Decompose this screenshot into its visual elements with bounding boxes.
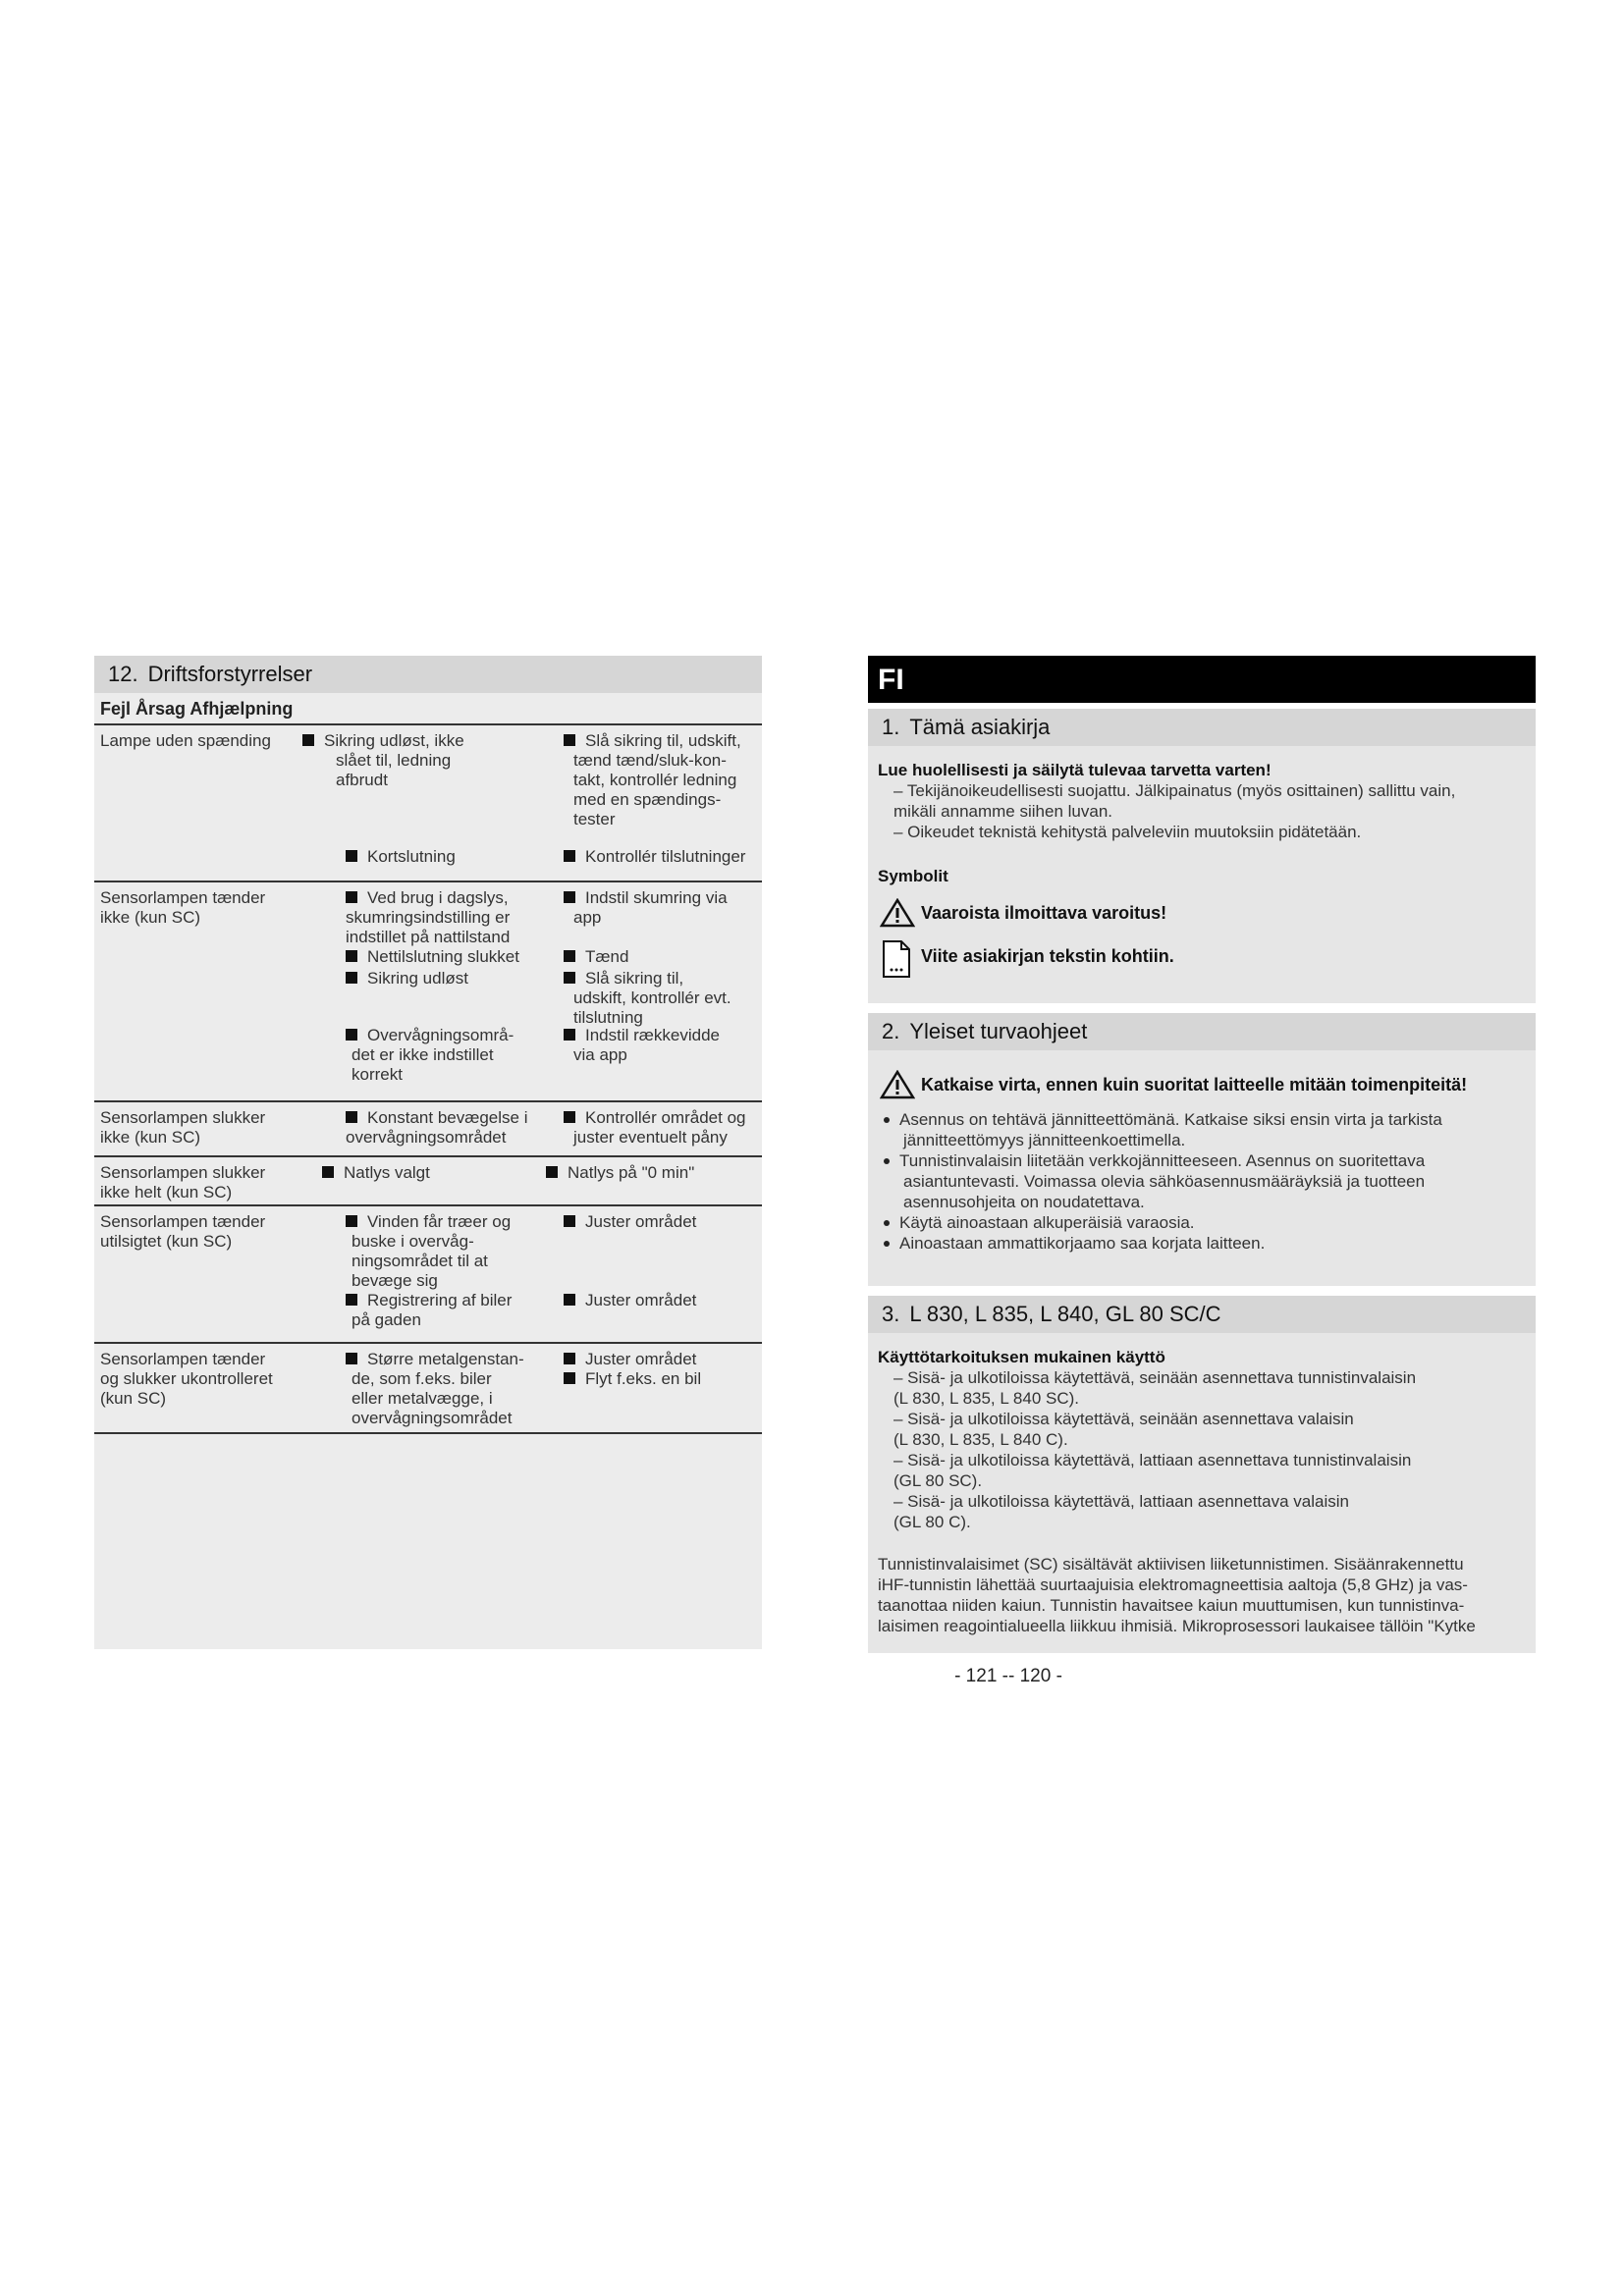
cause-line (346, 969, 468, 988)
bullet-square-icon (346, 1111, 357, 1123)
warning-triangle-icon (880, 898, 915, 928)
fault-text: Sensorlampen tænder (100, 888, 266, 907)
paragraph-line: Tunnistinvalaisimet (SC) sisältävät aktiivisen liiketunnistimen. Sisäänrakennettu (878, 1555, 1464, 1574)
remedy-line (573, 1008, 643, 1028)
remedy-line (573, 1128, 728, 1148)
bullet-square-icon (564, 1372, 575, 1384)
cause-text: slået til, ledning (336, 751, 452, 770)
cause-text: Sikring udløst, ikke (324, 731, 464, 750)
list-item (878, 1212, 1526, 1233)
section-heading (868, 709, 1536, 746)
bullet-square-icon (346, 891, 357, 903)
remedy-text: tester (573, 810, 616, 828)
warning-triangle-icon (880, 1070, 915, 1099)
cause-line (352, 1065, 403, 1085)
remedy-line (573, 751, 727, 771)
fault-text: ikke (kun SC) (100, 908, 201, 927)
dash-item-cont: mikäli annamme siihen luvan. (893, 802, 1112, 821)
remedy-text: Natlys på "0 min" (568, 1163, 695, 1182)
remedy-line (573, 1045, 627, 1065)
dash-item: – Sisä- ja ulkotiloissa käytettävä, lattiaan asennettava valaisin (893, 1492, 1349, 1511)
cause-text: overvågningsområdet (346, 1128, 507, 1147)
lead-text: Käyttötarkoituksen mukainen käyttö (878, 1348, 1165, 1366)
cause-text: det er ikke indstillet (352, 1045, 494, 1064)
fault-text: utilsigtet (kun SC) (100, 1232, 233, 1251)
cause-text: afbrudt (336, 771, 388, 789)
dash-item: – Sisä- ja ulkotiloissa käytettävä, seinään asennettava valaisin (893, 1410, 1354, 1428)
list-item-text: Ainoastaan ammattikorjaamo saa korjata laitteen. (899, 1234, 1266, 1253)
remedy-text: Flyt f.eks. en bil (585, 1369, 702, 1388)
remedy-text: Tænd (585, 947, 629, 966)
lead-text: Lue huolellisesti ja säilytä tulevaa tarvetta varten! (878, 761, 1272, 779)
remedy-line (573, 988, 731, 1008)
bullet-square-icon (564, 972, 575, 984)
fault-text: og slukker ukontrolleret (100, 1369, 273, 1388)
remedy-line (564, 947, 628, 967)
dash-item-cont: (L 830, L 835, L 840 C). (893, 1430, 1068, 1449)
list-item (878, 1109, 1526, 1150)
remedy-line (564, 969, 683, 988)
remedy-line (564, 1212, 696, 1232)
remedy-line (564, 847, 745, 867)
bullet-square-icon (346, 1215, 357, 1227)
section-number: 1. (882, 715, 900, 739)
cause-text: overvågningsområdet (352, 1409, 513, 1427)
dash-item-cont: (GL 80 C). (893, 1513, 971, 1531)
fault-cell (100, 731, 306, 751)
section-number: 2. (882, 1019, 900, 1043)
section-title: Tämä asiakirja (909, 715, 1051, 739)
bullet-square-icon (346, 1029, 357, 1041)
bullet-square-icon (322, 1166, 334, 1178)
remedy-text: via app (573, 1045, 627, 1064)
remedy-text: juster eventuelt påny (573, 1128, 728, 1147)
section-safety (868, 1013, 1536, 1286)
cause-text: Kortslutning (367, 847, 456, 866)
cause-line (346, 947, 519, 967)
cause-line (346, 1128, 506, 1148)
cause-text: Større metalgenstan- (367, 1350, 524, 1368)
safety-warning-row (878, 1068, 1526, 1101)
bullet-square-icon (564, 1294, 575, 1306)
table-header: Fejl Årsag Afhjælpning (94, 693, 762, 725)
remedy-line (564, 1350, 696, 1369)
bullet-square-icon (564, 950, 575, 962)
cause-line (346, 1291, 512, 1310)
fault-text: ikke (kun SC) (100, 1128, 201, 1147)
fault-text: ikke helt (kun SC) (100, 1183, 233, 1201)
cause-line (346, 1350, 524, 1369)
bullet-square-icon (564, 1029, 575, 1041)
left-page (94, 656, 762, 1649)
section-title: L 830, L 835, L 840, GL 80 SC/C (909, 1302, 1221, 1326)
cause-text: Natlys valgt (344, 1163, 430, 1182)
list-item-text: Asennus on tehtävä jännitteettömänä. Katkaise siksi ensin virta ja tarkista (899, 1110, 1442, 1129)
bullet-square-icon (346, 850, 357, 862)
remedy-text: Kontrollér området og (585, 1108, 746, 1127)
section-title: Yleiset turvaohjeet (909, 1019, 1088, 1043)
table-row (94, 725, 762, 882)
fault-cell (100, 1350, 306, 1409)
list-item-text: asiantuntevasti. Voimassa olevia sähköasennusmääräyksiä ja tuotteen (903, 1172, 1426, 1191)
bullet-square-icon (564, 891, 575, 903)
remedy-text: Indstil rækkevidde (585, 1026, 721, 1044)
remedy-text: udskift, kontrollér evt. (573, 988, 731, 1007)
remedy-line (564, 1291, 696, 1310)
symbols-label: Symbolit (878, 867, 948, 885)
remedy-line (573, 810, 616, 829)
dash-item: – Oikeudet teknistä kehitystä palveleviin muutoksiin pidätetään. (893, 823, 1362, 841)
cause-line (352, 1310, 421, 1330)
cause-text: Vinden får træer og (367, 1212, 512, 1231)
bullet-square-icon (564, 734, 575, 746)
cause-text: ningsområdet til at (352, 1252, 488, 1270)
cause-text: Overvågningsområ- (367, 1026, 514, 1044)
dash-item-cont: (L 830, L 835, L 840 SC). (893, 1389, 1080, 1408)
remedy-line (564, 1108, 745, 1128)
bullet-square-icon (564, 1353, 575, 1364)
remedy-text: med en spændings- (573, 790, 722, 809)
bullet-square-icon (546, 1166, 558, 1178)
remedy-text: Kontrollér tilslutninger (585, 847, 746, 866)
cause-text: Registrering af biler (367, 1291, 513, 1309)
cause-line (352, 1045, 494, 1065)
section-intended-use (868, 1296, 1536, 1653)
fault-cell (100, 1108, 306, 1148)
section-heading (868, 1013, 1536, 1050)
remedy-line (564, 731, 741, 751)
dash-item-cont: (GL 80 SC). (893, 1471, 983, 1490)
symbol-reference-row (878, 939, 1526, 973)
remedy-text: takt, kontrollér ledning (573, 771, 737, 789)
fault-text: Sensorlampen slukker (100, 1163, 266, 1182)
cause-text: korrekt (352, 1065, 403, 1084)
remedy-text: Slå sikring til, (585, 969, 684, 988)
paragraph-line: taanottaa niiden kaiun. Tunnistin havaitsee kaiun muuttumisen, kun tunnistinva- (878, 1596, 1465, 1615)
cause-text: skumringsindstilling er (346, 908, 511, 927)
cause-line (352, 1252, 488, 1271)
symbol-warning-text: Vaaroista ilmoittava varoitus! (921, 903, 1167, 923)
cause-line (346, 928, 510, 947)
table-row (94, 1206, 762, 1344)
fault-text: Sensorlampen tænder (100, 1212, 266, 1231)
paragraph-line: laisimen reagointialueella liikkuu ihmisiä. Mikroprosessori laukaisee tällöin "Kytke (878, 1617, 1476, 1635)
fault-text: (kun SC) (100, 1389, 167, 1408)
page-numbers: - 121 -- 120 - (954, 1666, 1062, 1686)
list-item (878, 1150, 1526, 1212)
fault-text: Sensorlampen tænder (100, 1350, 266, 1368)
cause-text: eller metalvægge, i (352, 1389, 493, 1408)
list-item-text: Käytä ainoastaan alkuperäisiä varaosia. (899, 1213, 1195, 1232)
remedy-line (573, 908, 601, 928)
cause-line (302, 731, 464, 751)
cause-line (352, 1369, 492, 1389)
remedy-text: app (573, 908, 602, 927)
fault-text: Sensorlampen slukker (100, 1108, 266, 1127)
table-row (94, 1102, 762, 1157)
bullet-square-icon (302, 734, 314, 746)
cause-text: indstillet på nattilstand (346, 928, 511, 946)
dash-item: – Sisä- ja ulkotiloissa käytettävä, seinään asennettava tunnistinvalaisin (893, 1368, 1417, 1387)
cause-text: Nettilslutning slukket (367, 947, 519, 966)
cause-text: Konstant bevægelse i (367, 1108, 528, 1127)
symbol-warning-row (878, 896, 1526, 930)
bullet-square-icon (564, 1215, 575, 1227)
cause-line (352, 1232, 474, 1252)
table-row (94, 1157, 762, 1206)
safety-warning-text: Katkaise virta, ennen kuin suoritat laitteelle mitään toimenpiteitä! (921, 1075, 1468, 1095)
fault-cell (100, 1212, 306, 1252)
remedy-line (573, 790, 721, 810)
section-title: Driftsforstyrrelser (147, 662, 313, 686)
list-item-text: jännitteettömyys jännitteenkoettimella. (903, 1131, 1186, 1149)
remedy-text: Juster området (585, 1212, 697, 1231)
section-number: 3. (882, 1302, 900, 1326)
section-heading (868, 1296, 1536, 1333)
table-row (94, 1344, 762, 1434)
cause-line (322, 1163, 430, 1183)
cause-text: buske i overvåg- (352, 1232, 474, 1251)
cause-line (352, 1389, 493, 1409)
remedy-line (564, 1369, 701, 1389)
section-number: 12. (108, 662, 138, 686)
cause-text: på gaden (352, 1310, 421, 1329)
remedy-text: Indstil skumring via (585, 888, 728, 907)
remedy-text: tilslutning (573, 1008, 643, 1027)
remedy-line (573, 771, 736, 790)
list-item-text: Tunnistinvalaisin liitetään verkkojännitteeseen. Asennus on suoritettava (899, 1151, 1426, 1170)
remedy-line (564, 888, 728, 908)
language-bar: FI (868, 656, 1536, 703)
symbol-reference-text: Viite asiakirjan tekstin kohtiin. (921, 946, 1174, 966)
remedy-text: Slå sikring til, udskift, (585, 731, 741, 750)
table-row (94, 882, 762, 1102)
bullet-square-icon (346, 1353, 357, 1364)
cause-line (346, 908, 510, 928)
cause-text: de, som f.eks. biler (352, 1369, 492, 1388)
cause-line (346, 1108, 528, 1128)
fault-cell (100, 1163, 306, 1202)
cause-line (352, 1271, 438, 1291)
remedy-text: Juster området (585, 1350, 697, 1368)
cause-line (336, 771, 388, 790)
bullet-square-icon (346, 972, 357, 984)
cause-line (346, 1026, 514, 1045)
document-reference-icon (882, 939, 911, 979)
cause-line (336, 751, 451, 771)
remedy-line (546, 1163, 694, 1183)
paragraph-line: iHF-tunnistin lähettää suurtaajuisia elektromagneettisia aaltoja (5,8 GHz) ja vas- (878, 1575, 1468, 1594)
bullet-square-icon (564, 1111, 575, 1123)
right-page (868, 656, 1536, 1649)
cause-line (346, 888, 509, 908)
cause-line (346, 847, 456, 867)
bullet-square-icon (346, 1294, 357, 1306)
dash-item: – Tekijänoikeudellisesti suojattu. Jälkipainatus (myös osittainen) sallittu vain, (893, 781, 1456, 800)
fault-text: Lampe uden spænding (100, 731, 271, 750)
remedy-line (564, 1026, 720, 1045)
list-item-text: asennusohjeita on noudatettava. (903, 1193, 1145, 1211)
remedy-text: tænd tænd/sluk-kon- (573, 751, 727, 770)
cause-line (346, 1212, 511, 1232)
list-item (878, 1233, 1526, 1254)
fault-cell (100, 888, 306, 928)
cause-line (352, 1409, 512, 1428)
cause-text: Ved brug i dagslys, (367, 888, 509, 907)
section-heading-troubleshooting (94, 656, 762, 693)
bullet-square-icon (564, 850, 575, 862)
dash-item: – Sisä- ja ulkotiloissa käytettävä, lattiaan asennettava tunnistinvalaisin (893, 1451, 1412, 1469)
section-this-document (868, 709, 1536, 1003)
cause-text: Sikring udløst (367, 969, 468, 988)
bullet-square-icon (346, 950, 357, 962)
cause-text: bevæge sig (352, 1271, 438, 1290)
remedy-text: Juster området (585, 1291, 697, 1309)
